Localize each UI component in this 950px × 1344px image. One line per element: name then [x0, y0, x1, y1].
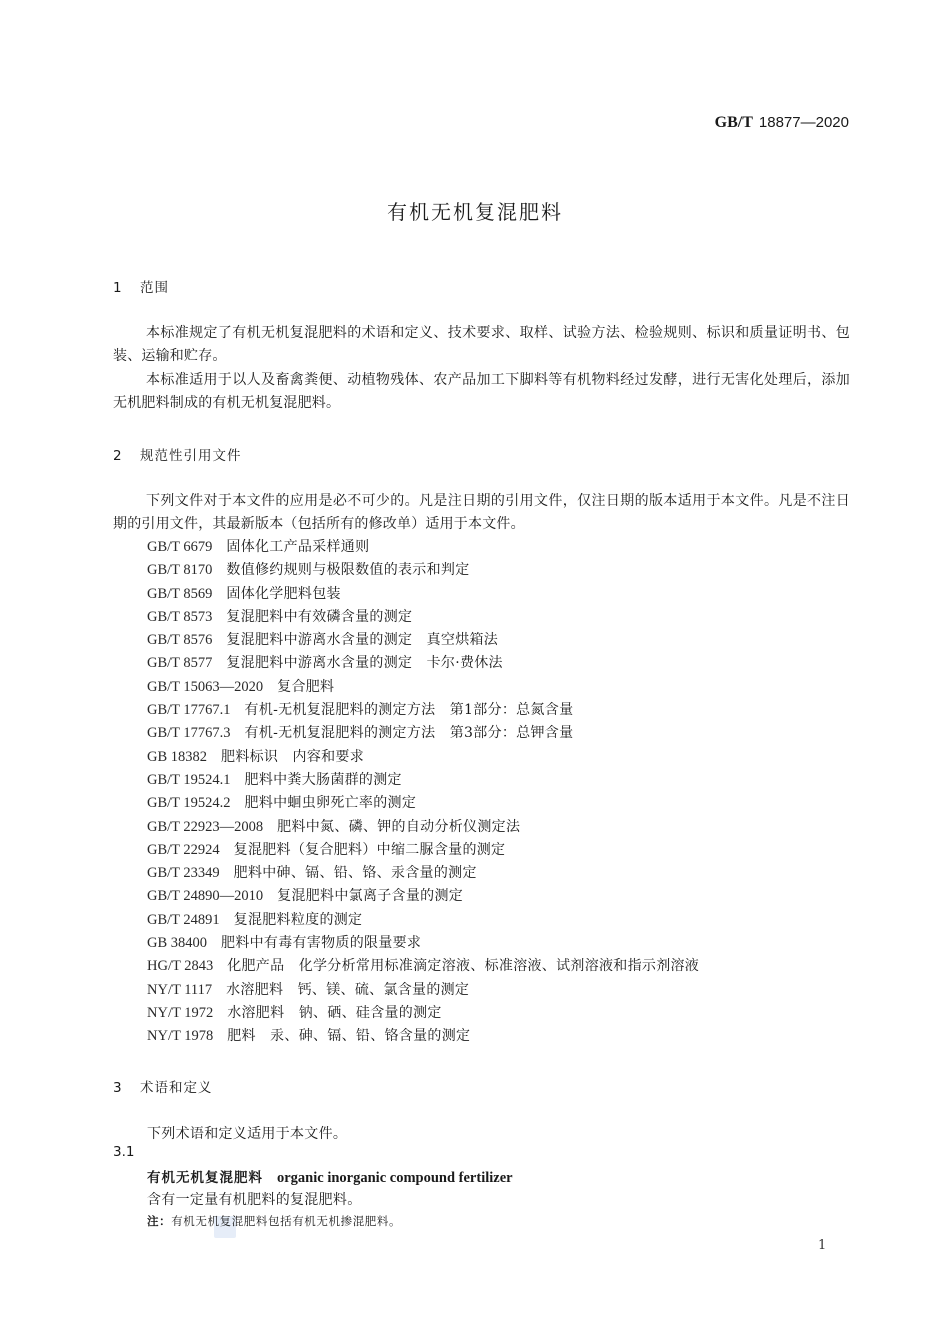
reference-title: 复混肥料中游离水含量的测定 卡尔·费休法	[226, 655, 503, 672]
term-chinese: 有机无机复混肥料	[147, 1170, 263, 1186]
reference-title: 水溶肥料 钠、硒、硅含量的测定	[227, 1004, 442, 1021]
section-number: 2	[113, 448, 122, 464]
reference-item	[147, 1025, 699, 1048]
standard-code	[715, 113, 849, 132]
references-intro-paragraph: 下列文件对于本文件的应用是必不可少的。凡是注日期的引用文件，仅注日期的版本适用于本文件。凡是不注日期的引用文件，其最新版本（包括所有的修改单）适用于本文件。	[113, 493, 850, 533]
note-label: 注：	[147, 1214, 172, 1228]
reference-code: GB/T 22924	[147, 841, 220, 858]
reference-code: GB/T 19524.2	[147, 795, 231, 812]
reference-code: GB/T 8573	[147, 608, 213, 625]
scope-paragraph-2: 本标准适用于以人及畜禽粪便、动植物残体、农产品加工下脚料等有机物料经过发酵，进行无害化处理后，添加无机肥料制成的有机无机复混肥料。	[113, 372, 850, 412]
reference-item	[147, 909, 699, 932]
reference-item	[147, 816, 699, 839]
document-title: 有机无机复混肥料	[387, 200, 563, 224]
reference-item	[147, 583, 699, 606]
note-text: 有机无机复混肥料包括有机无机掺混肥料。	[171, 1214, 402, 1228]
reference-item	[147, 839, 699, 862]
reference-code: NY/T 1117	[147, 981, 213, 998]
section-title: 规范性引用文件	[140, 448, 242, 464]
reference-list	[147, 536, 699, 1049]
page-number: 1	[818, 1238, 827, 1253]
reference-title: 水溶肥料 钙、镁、硫、氯含量的测定	[226, 981, 470, 998]
term-note	[147, 1213, 401, 1229]
reference-item	[147, 746, 699, 769]
section-heading-terms-definitions	[113, 1076, 213, 1096]
reference-item	[147, 699, 699, 722]
standard-prefix: GB/T	[714, 114, 753, 131]
reference-item	[147, 769, 699, 792]
reference-title: 有机-无机复混肥料的测定方法 第3部分：总钾含量	[244, 725, 574, 742]
reference-code: GB/T 8577	[147, 655, 213, 672]
scope-paragraph-1: 本标准规定了有机无机复混肥料的术语和定义、技术要求、取样、试验方法、检验规则、标识和质量证明书、包装、运输和贮存。	[113, 325, 850, 365]
reference-code: HG/T 2843	[147, 958, 214, 975]
reference-code: GB/T 23349	[147, 865, 220, 882]
reference-code: GB/T 24890—2010	[147, 888, 264, 905]
reference-title: 固体化工产品采样通则	[226, 539, 370, 555]
reference-code: NY/T 1972	[147, 1004, 214, 1021]
reference-title: 肥料中氮、磷、钾的自动分析仪测定法	[277, 818, 521, 835]
reference-item	[147, 979, 699, 1002]
reference-title: 复合肥料	[277, 678, 335, 695]
reference-code: GB/T 8170	[147, 562, 213, 579]
reference-code: GB/T 8569	[147, 585, 213, 602]
reference-title: 肥料 汞、砷、镉、铅、铬含量的测定	[227, 1028, 471, 1045]
reference-title: 肥料中蛔虫卵死亡率的测定	[244, 795, 417, 812]
reference-title: 复混肥料中有效磷含量的测定	[226, 608, 413, 625]
reference-title: 固体化学肥料包装	[226, 585, 341, 602]
section-number: 1	[113, 280, 122, 296]
reference-code: GB/T 22923—2008	[147, 818, 264, 835]
reference-code: GB/T 17767.3	[147, 725, 231, 742]
reference-item	[147, 629, 699, 652]
reference-code: GB/T 8576	[147, 632, 213, 649]
section-number: 3	[113, 1080, 122, 1096]
terms-intro: 下列术语和定义适用于本文件。	[147, 1126, 348, 1142]
reference-item	[147, 536, 699, 559]
reference-code: GB 18382	[147, 748, 208, 765]
reference-item	[147, 652, 699, 675]
reference-item	[147, 676, 699, 699]
reference-item	[147, 606, 699, 629]
section-heading-normative-references	[113, 444, 242, 464]
reference-title: 复混肥料（复合肥料）中缩二脲含量的测定	[233, 841, 506, 858]
reference-code: GB 38400	[147, 935, 208, 952]
reference-title: 化肥产品 化学分析常用标准滴定溶液、标准溶液、试剂溶液和指示剂溶液	[227, 958, 700, 975]
reference-item	[147, 559, 699, 582]
reference-title: 肥料中粪大肠菌群的测定	[244, 771, 402, 788]
reference-title: 肥料中砷、镉、铅、铬、汞含量的测定	[233, 865, 477, 882]
reference-title: 有机-无机复混肥料的测定方法 第1部分：总氮含量	[244, 702, 574, 719]
term-entry	[147, 1166, 513, 1187]
reference-code: GB/T 24891	[147, 911, 220, 928]
reference-code: NY/T 1978	[147, 1028, 214, 1045]
reference-item	[147, 862, 699, 885]
reference-code: GB/T 6679	[147, 539, 213, 555]
section-title: 范围	[140, 280, 169, 296]
reference-item	[147, 722, 699, 745]
reference-title: 复混肥料粒度的测定	[233, 911, 363, 928]
reference-title: 肥料中有毒有害物质的限量要求	[221, 935, 422, 952]
reference-code: GB/T 17767.1	[147, 702, 231, 719]
reference-item	[147, 1002, 699, 1025]
reference-title: 复混肥料中游离水含量的测定 真空烘箱法	[226, 632, 499, 649]
standard-number: 18877—2020	[758, 114, 849, 131]
reference-item	[147, 792, 699, 815]
reference-title: 肥料标识 内容和要求	[221, 748, 365, 765]
section-title: 术语和定义	[140, 1080, 213, 1096]
reference-title: 复混肥料中氯离子含量的测定	[277, 888, 464, 905]
reference-item	[147, 885, 699, 908]
term-definition: 含有一定量有机肥料的复混肥料。	[147, 1192, 362, 1208]
section-heading-scope	[113, 276, 169, 296]
term-number: 3.1	[113, 1144, 135, 1160]
reference-title: 数值修约规则与极限数值的表示和判定	[226, 562, 470, 579]
reference-code: GB/T 19524.1	[147, 771, 231, 788]
term-english: organic inorganic compound fertilizer	[277, 1170, 513, 1186]
reference-item	[147, 955, 699, 978]
reference-item	[147, 932, 699, 955]
reference-code: GB/T 15063—2020	[147, 678, 264, 695]
